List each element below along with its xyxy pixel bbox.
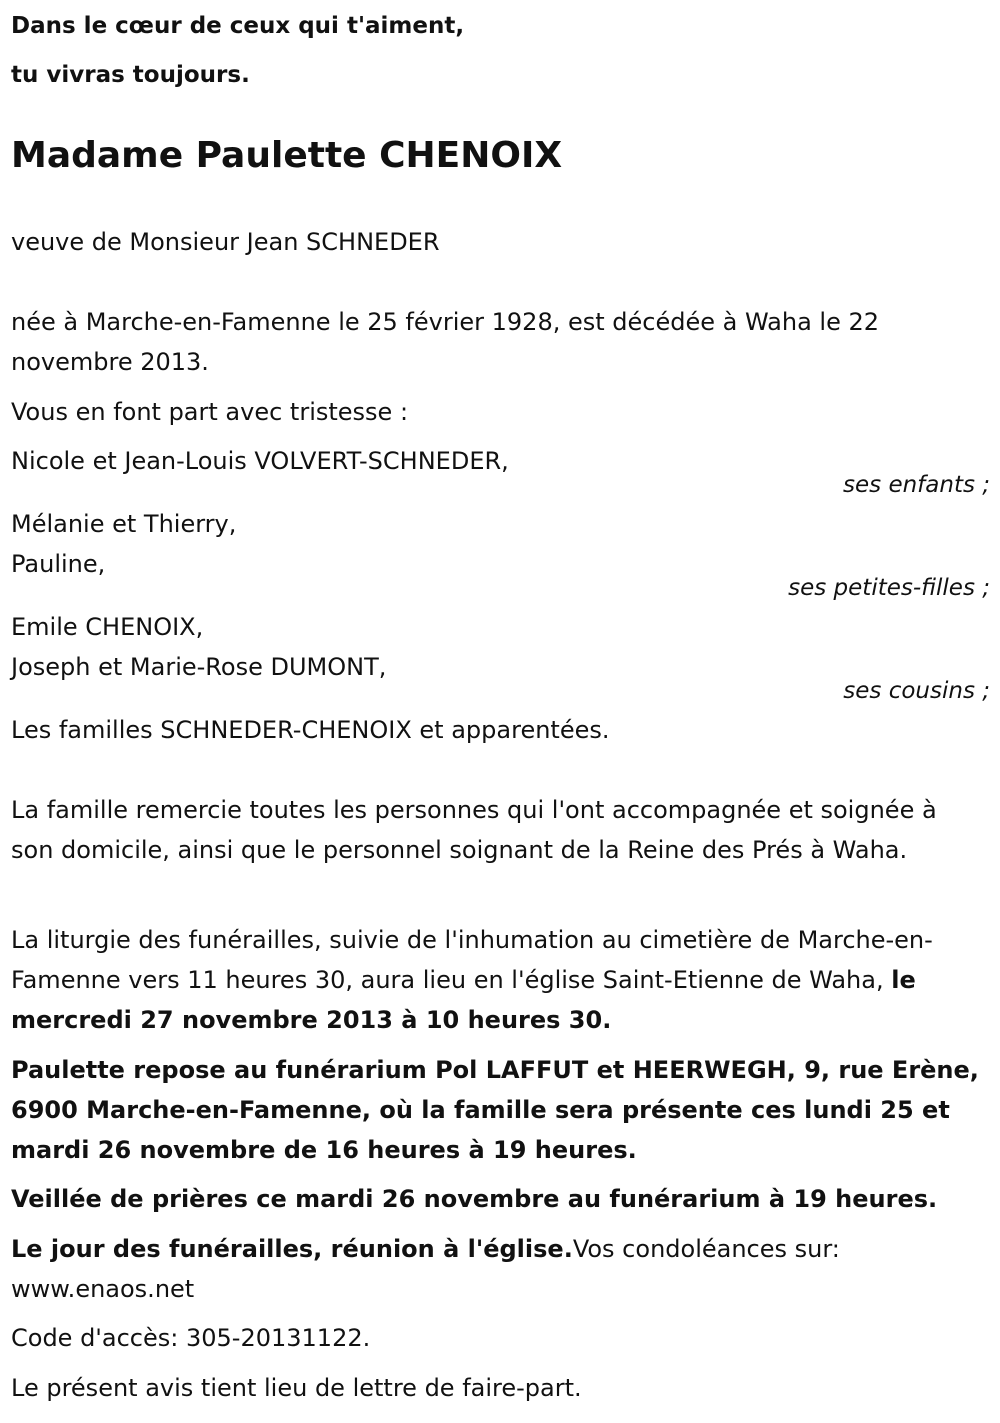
epigraph-line-1: Dans le cœur de ceux qui t'aiment, [11, 13, 465, 39]
granddaughter-2: Pauline, [11, 550, 106, 578]
rest-place-text: Paulette repose au funérarium Pol LAFFUT et HEERWEGH, 9, rue Erène, 6900 Marche-en-Famenne, où la famille sera présente ces lundi 25 et mardi 26 novembre de 16 heures à 19 heures. [11, 1056, 979, 1164]
thanks: La famille remercie toutes les personnes qui l'ont accompagnée et soignée à son domicile, ainsi que le personnel soignant de la Reine des Prés à Waha. [11, 796, 937, 864]
children-name: Nicole et Jean-Louis VOLVERT-SCHNEDER, [11, 447, 509, 475]
widow-of: veuve de Monsieur Jean SCHNEDER [11, 228, 440, 256]
liturgy [11, 920, 993, 1040]
epigraph-line-2: tu vivras toujours. [11, 62, 250, 88]
liturgy-date: le mercredi 27 novembre 2013 à 10 heures 30. [11, 966, 916, 1034]
liturgy-text: La liturgie des funérailles, suivie de l'inhumation au cimetière de Marche-en-Famenne vers 11 heures 30, aura lieu en l'église Saint-Etienne de Waha, [11, 926, 933, 994]
access-code: Code d'accès: 305-20131122. [11, 1324, 371, 1352]
announce-intro: Vous en font part avec tristesse : [11, 398, 409, 426]
vigil [11, 1179, 993, 1219]
children-role: ses enfants ; [843, 472, 990, 498]
families: Les familles SCHNEDER-CHENOIX et apparentées. [11, 716, 610, 744]
condolences: Vos condoléances sur: www.enaos.net [11, 1235, 840, 1303]
closing: Le présent avis tient lieu de lettre de faire-part. [11, 1374, 582, 1402]
meeting-bold: Le jour des funérailles, réunion à l'église. [11, 1235, 573, 1263]
deceased-name: Madame Paulette CHENOIX [11, 135, 563, 176]
granddaughter-1: Mélanie et Thierry, [11, 510, 237, 538]
granddaughters-role: ses petites-filles ; [788, 575, 990, 601]
cousins-role: ses cousins ; [843, 678, 990, 704]
cousin-2: Joseph et Marie-Rose DUMONT, [11, 653, 387, 681]
rest-place [11, 1050, 993, 1170]
cousin-1: Emile CHENOIX, [11, 613, 204, 641]
meeting [11, 1229, 911, 1309]
birth-death: née à Marche-en-Famenne le 25 février 1928, est décédée à Waha le 22 novembre 2013. [11, 308, 880, 376]
vigil-text: Veillée de prières ce mardi 26 novembre au funérarium à 19 heures. [11, 1185, 938, 1213]
